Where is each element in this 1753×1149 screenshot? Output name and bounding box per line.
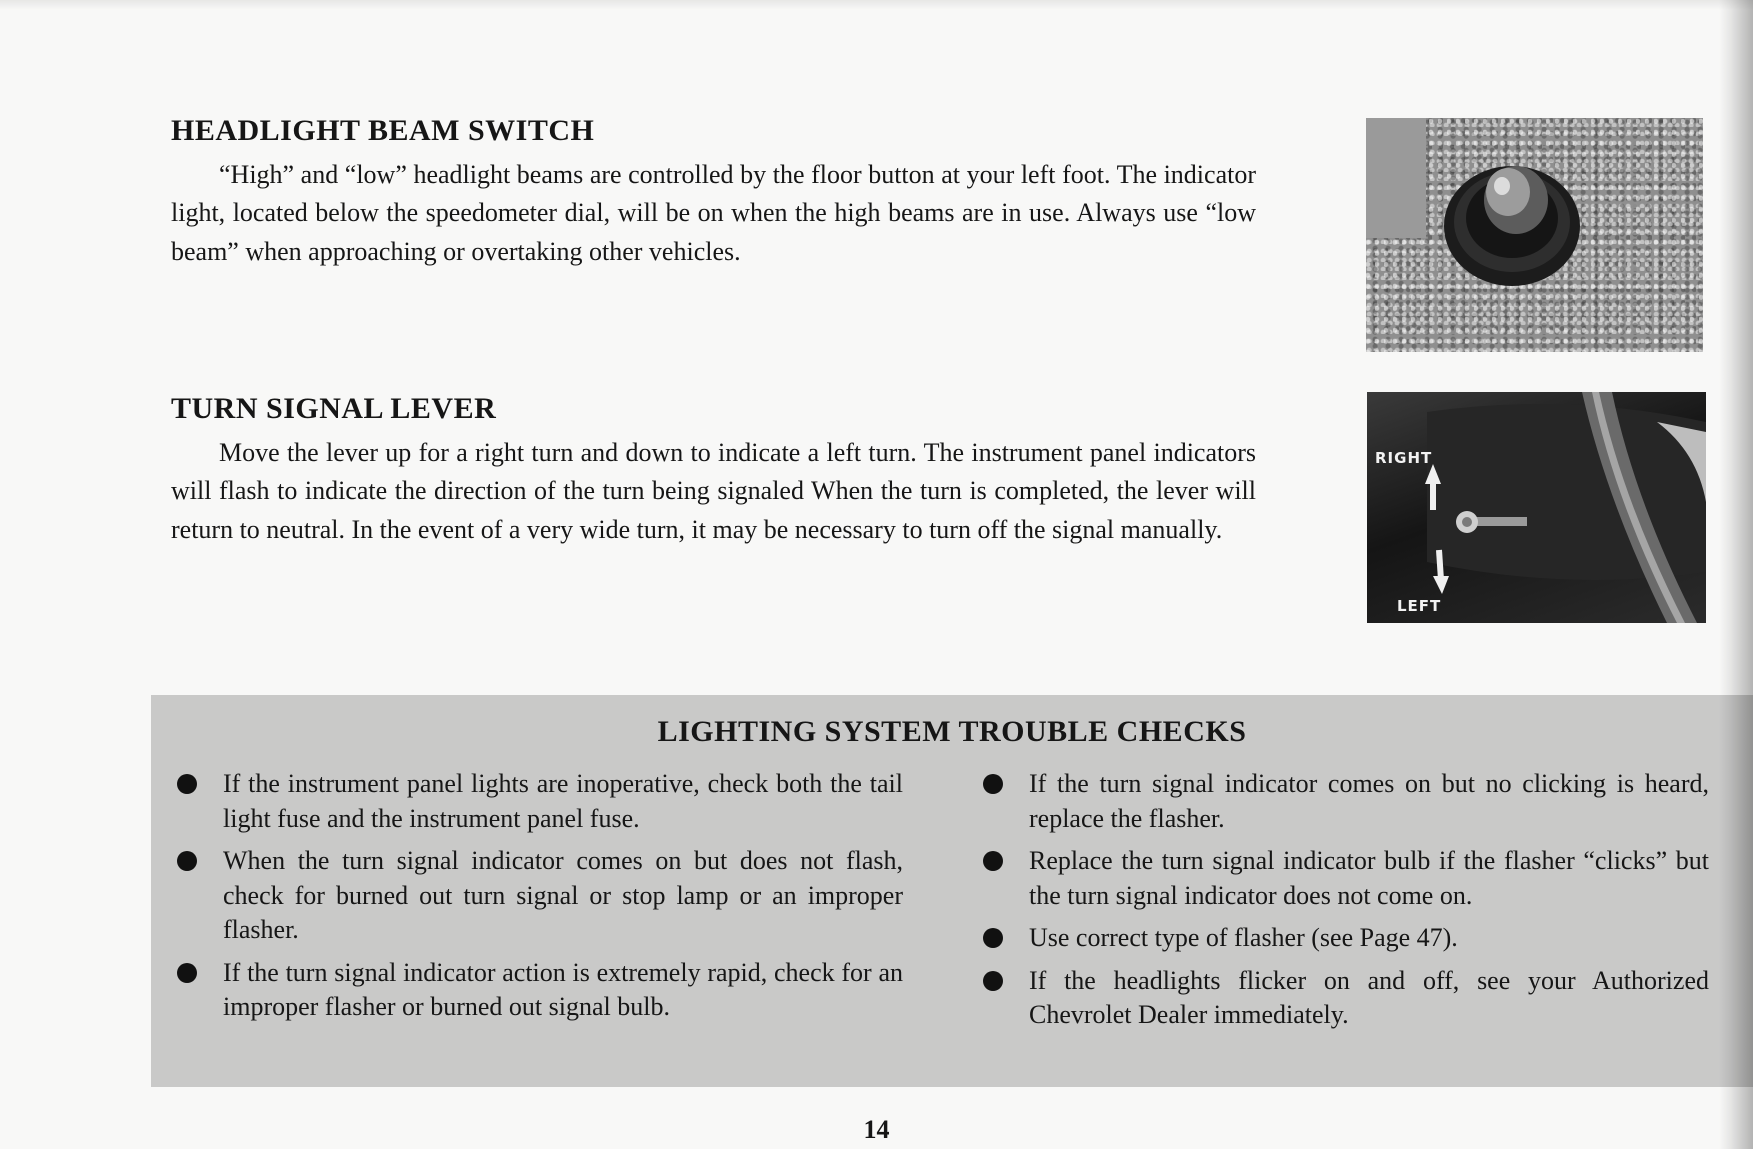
list-item bbox=[983, 921, 1709, 956]
trouble-checks-title: LIGHTING SYSTEM TROUBLE CHECKS bbox=[657, 715, 1247, 748]
list-item bbox=[983, 767, 1709, 836]
bullet-icon bbox=[177, 774, 197, 794]
headlight-section-body: “High” and “low” headlight beams are controlled by the floor button at your left foot. The indicator light, located below the speedometer dial, will be on when the high beams are in use. Always use “low beam” when approaching or overtaking other vehicles. bbox=[171, 159, 1256, 266]
left-arrow-label: LEFT bbox=[1397, 597, 1442, 615]
headlight-section-title: HEADLIGHT BEAM SWITCH bbox=[171, 114, 595, 147]
bullet-icon bbox=[177, 851, 197, 871]
list-item-text: If the turn signal indicator comes on but no clicking is heard, replace the flasher. bbox=[1029, 769, 1709, 833]
bullet-icon bbox=[983, 851, 1003, 871]
page-binding-shadow bbox=[1719, 0, 1753, 1149]
floor-button-illustration bbox=[1366, 118, 1703, 352]
turn-signal-section-title: TURN SIGNAL LEVER bbox=[171, 392, 497, 425]
list-item-text: If the turn signal indicator action is extremely rapid, check for an improper flasher or burned out signal bulb. bbox=[223, 957, 903, 1021]
trouble-checks-right-list bbox=[983, 767, 1709, 1041]
list-item-text: When the turn signal indicator comes on but does not flash, check for burned out turn signal or stop lamp or an improper flasher. bbox=[223, 846, 903, 944]
list-item bbox=[177, 767, 903, 836]
bullet-icon bbox=[983, 928, 1003, 948]
list-item bbox=[983, 964, 1709, 1033]
bullet-icon bbox=[177, 963, 197, 983]
page-number: 14 bbox=[863, 1115, 890, 1144]
list-item bbox=[177, 956, 903, 1025]
steering-column-illustration bbox=[1367, 392, 1706, 623]
headlight-beam-switch-section bbox=[171, 112, 1256, 271]
list-item bbox=[983, 844, 1709, 913]
list-item bbox=[177, 844, 903, 948]
turn-signal-section-body: Move the lever up for a right turn and down to indicate a left turn. The instrument panel indicators will flash to indicate the direction of the turn being signaled When the turn is completed, the lever will return to neutral. In the event of a very wide turn, it may be necessary to turn off the signal manually. bbox=[171, 437, 1256, 544]
list-item-text: If the headlights flicker on and off, see your Authorized Chevrolet Dealer immediately. bbox=[1029, 965, 1709, 1029]
bullet-icon bbox=[983, 774, 1003, 794]
lighting-trouble-checks-box bbox=[151, 695, 1753, 1087]
turn-signal-lever-section bbox=[171, 390, 1256, 549]
trouble-checks-left-list bbox=[177, 767, 1057, 1033]
list-item-text: Use correct type of flasher (see Page 47). bbox=[1029, 923, 1458, 952]
list-item-text: If the instrument panel lights are inoperative, check both the tail light fuse and the instrument panel fuse. bbox=[223, 769, 903, 833]
page-top-shadow bbox=[0, 0, 1753, 10]
list-item-text: Replace the turn signal indicator bulb if the flasher “clicks” but the turn signal indicator does not come on. bbox=[1029, 846, 1709, 910]
turn-signal-lever-photo bbox=[1367, 392, 1706, 623]
right-arrow-label: RIGHT bbox=[1375, 449, 1433, 467]
bullet-icon bbox=[983, 971, 1003, 991]
headlight-floor-button-photo bbox=[1366, 118, 1703, 352]
